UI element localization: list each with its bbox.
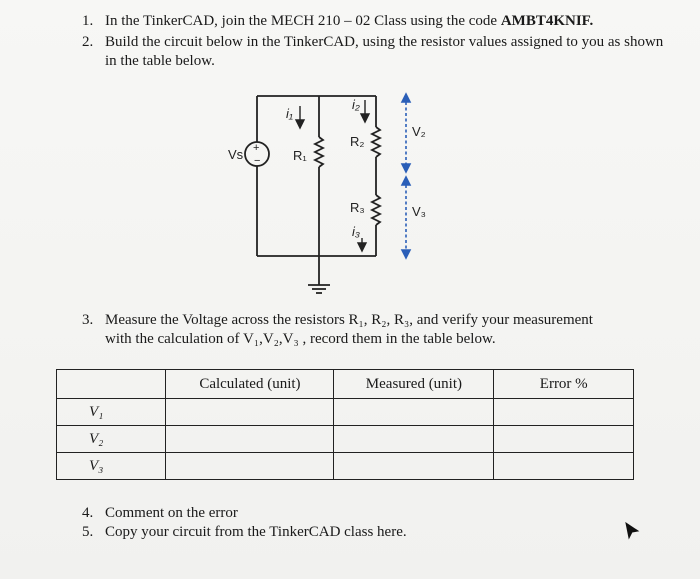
i3-arrow xyxy=(358,243,366,251)
i1-label: i₁ xyxy=(286,106,293,121)
r1-label: R₁ xyxy=(293,148,307,163)
v2-arrow-top xyxy=(402,94,410,102)
v3-label: V₃ xyxy=(412,204,426,219)
step-4-number: 4. xyxy=(82,505,94,521)
step-5-number: 5. xyxy=(82,524,94,540)
step-3-number: 3. xyxy=(82,312,94,328)
cell-v2-error[interactable] xyxy=(494,426,634,453)
step-2-line-2: in the table below. xyxy=(105,53,215,69)
r2-label: R₂ xyxy=(350,134,365,149)
step-2-number: 2. xyxy=(82,34,94,50)
header-measured: Measured (unit) xyxy=(334,370,494,399)
header-calculated: Calculated (unit) xyxy=(166,370,334,399)
cell-v1-error[interactable] xyxy=(494,399,634,426)
step-1-number: 1. xyxy=(82,13,94,29)
row-label-v1: V₁ xyxy=(57,399,166,426)
header-error: Error % xyxy=(494,370,634,399)
step-4-text: Comment on the error xyxy=(105,505,238,521)
cell-v2-measured[interactable] xyxy=(334,426,494,453)
step-3-line-1: Measure the Voltage across the resistors R₁, R₂, R₃, and verify your measurement xyxy=(105,312,593,328)
row-label-v3: V₃ xyxy=(57,453,166,480)
r3-label: R₃ xyxy=(350,200,365,215)
row-label-v2: V₂ xyxy=(57,426,166,453)
source-plus: + xyxy=(253,142,260,154)
i2-label: i₂ xyxy=(352,97,360,112)
cell-v2-calculated[interactable] xyxy=(166,426,334,453)
header-cell-blank xyxy=(57,370,166,399)
step-1-text: In the TinkerCAD, join the MECH 210 – 02 Class using the code xyxy=(105,13,501,29)
i1-arrow xyxy=(296,120,304,128)
v2-arrow-bottom xyxy=(402,164,410,172)
step-5-text: Copy your circuit from the TinkerCAD class here. xyxy=(105,524,407,540)
cell-v3-measured[interactable] xyxy=(334,453,494,480)
v2-label: V₂ xyxy=(412,124,426,139)
v3-arrow-top xyxy=(402,177,410,185)
i3-label: i₃ xyxy=(352,224,361,239)
vs-label: Vs xyxy=(228,147,244,162)
cell-v1-calculated[interactable] xyxy=(166,399,334,426)
step-2-line-1: Build the circuit below in the TinkerCAD, using the resistor values assigned to you as shown xyxy=(105,34,664,50)
v3-arrow-bottom xyxy=(402,250,410,258)
table-row xyxy=(57,399,634,426)
table-header-row xyxy=(57,370,634,399)
step-3-line-2: with the calculation of V₁,V₂,V₃ , record them in the table below. xyxy=(105,331,496,347)
cell-v3-calculated[interactable] xyxy=(166,453,334,480)
table-row xyxy=(57,453,634,480)
mouse-cursor-icon xyxy=(624,522,640,540)
class-code: AMBT4KNIF. xyxy=(500,13,594,29)
results-table xyxy=(56,369,634,480)
cell-v3-error[interactable] xyxy=(494,453,634,480)
i2-arrow xyxy=(361,114,369,122)
cell-v1-measured[interactable] xyxy=(334,399,494,426)
source-minus: − xyxy=(254,155,261,167)
table-row xyxy=(57,426,634,453)
